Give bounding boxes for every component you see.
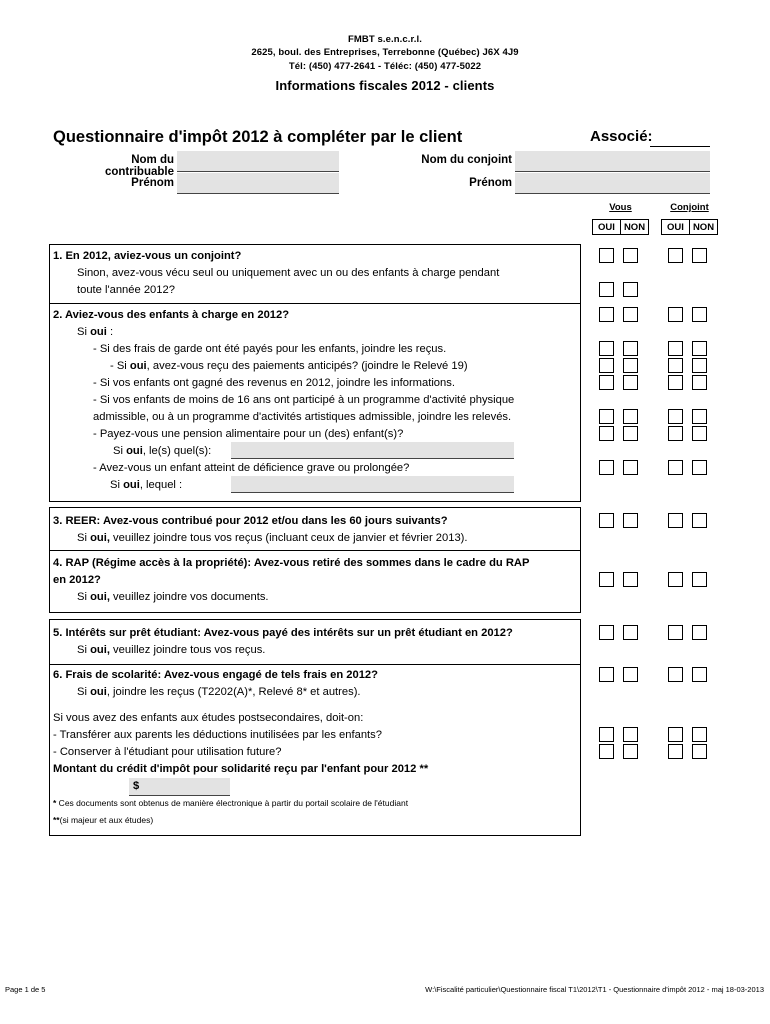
footnote-2: **(si majeur et aux études) [53,815,154,825]
taxpayer-first-name-label: Prénom [131,177,174,189]
file-path: W:\Fiscalité particulier\Questionnaire fiscal T1\2012\T1 - Questionnaire d'impôt 2012 - maj 18-03-2013 [425,985,764,994]
spouse-yes-checkbox[interactable] [668,248,683,263]
spouse-yes-checkbox[interactable] [668,667,683,682]
spouse-name-field[interactable] [515,151,710,172]
you-no-checkbox[interactable] [623,307,638,322]
you-no-checkbox[interactable] [623,667,638,682]
solidarity-credit-field[interactable] [129,778,230,796]
q3-title: 3. REER: Avez-vous contribué pour 2012 et/ou dans les 60 jours suivants? [53,515,448,527]
spouse-no-checkbox[interactable] [692,667,707,682]
q6-solidarity-credit-label: Montant du crédit d'impôt pour solidarité reçu par l'enfant pour 2012 ** [53,763,429,775]
q2-line-a: - Si des frais de garde ont été payés pour les enfants, joindre les reçus. [93,343,447,355]
q4-title-1: 4. RAP (Régime accès à la propriété): Avez-vous retiré des sommes dans le cadre du RAP [53,557,530,569]
company-phone: Tél: (450) 477-2641 - Téléc: (450) 477-5022 [288,61,482,72]
spouse-no-checkbox[interactable] [692,727,707,742]
you-yes-checkbox[interactable] [599,282,614,297]
spouse-column-header: Conjoint [670,202,709,213]
q2-line-c: - Si vos enfants ont gagné des revenus en 2012, joindre les informations. [93,377,455,389]
document-title: Informations fiscales 2012 - clients [275,78,495,93]
footnote-1: * Ces documents sont obtenus de manière électronique à partir du portail scolaire de l'étudiant [53,798,409,808]
q6-title: 6. Frais de scolarité: Avez-vous engagé de tels frais en 2012? [53,669,378,681]
spouse-no-checkbox[interactable] [692,358,707,373]
spouse-first-name-label: Prénom [469,177,512,189]
you-yes-checkbox[interactable] [599,513,614,528]
you-yes-checkbox[interactable] [599,572,614,587]
separator [49,303,581,304]
q2-line-e-sub: Si oui, le(s) quel(s): [113,445,212,457]
you-no-checkbox[interactable] [623,248,638,263]
you-no-checkbox[interactable] [623,744,638,759]
spouse-no-label: NON [689,220,717,234]
spouse-no-checkbox[interactable] [692,341,707,356]
q4-title-2: en 2012? [53,574,101,586]
q2-title: 2. Aviez-vous des enfants à charge en 2012? [53,309,290,321]
taxpayer-name-label: Nom du contribuable [104,154,174,178]
separator [49,550,581,551]
children-support-field[interactable] [231,442,514,459]
you-yes-label: OUI [598,222,615,233]
spouse-no-checkbox[interactable] [692,409,707,424]
separator [49,664,581,665]
you-no-checkbox[interactable] [623,460,638,475]
q5-title: 5. Intérêts sur prêt étudiant: Avez-vous payé des intérêts sur un prêt étudiant en 2012? [53,627,513,639]
spouse-name-label: Nom du conjoint [421,154,512,166]
you-yes-checkbox[interactable] [599,426,614,441]
spouse-yes-checkbox[interactable] [668,727,683,742]
spouse-yes-label: OUI [667,222,684,233]
spouse-yes-checkbox[interactable] [668,513,683,528]
you-yes-checkbox[interactable] [599,248,614,263]
q4-line3: Si oui, veuillez joindre vos documents. [77,591,269,603]
you-no-checkbox[interactable] [623,625,638,640]
you-no-checkbox[interactable] [623,282,638,297]
spouse-yes-checkbox[interactable] [668,625,683,640]
you-yes-checkbox[interactable] [599,667,614,682]
spouse-no-checkbox[interactable] [692,625,707,640]
spouse-no-checkbox[interactable] [692,307,707,322]
you-yes-checkbox[interactable] [599,460,614,475]
spouse-no-checkbox[interactable] [692,572,707,587]
you-no-checkbox[interactable] [623,375,638,390]
q2-si-oui: Si oui : [77,326,114,338]
q6-postsecondary-intro: Si vous avez des enfants aux études postsecondaires, doit-on: [53,712,364,724]
you-yes-checkbox[interactable] [599,744,614,759]
company-name: FMBT s.e.n.c.r.l. [347,34,423,45]
q6-keep-option: - Conserver à l'étudiant pour utilisation future? [53,746,282,758]
taxpayer-first-name-field[interactable] [177,173,339,194]
you-column-header: Vous [609,202,632,213]
q1-line2: Sinon, avez-vous vécu seul ou uniquement avec un ou des enfants à charge pendant [77,267,500,279]
spouse-yes-checkbox[interactable] [668,409,683,424]
you-yes-checkbox[interactable] [599,409,614,424]
you-yes-no-header [592,219,649,235]
you-yes-checkbox[interactable] [599,727,614,742]
q2-line-f: - Avez-vous un enfant atteint de déficience grave ou prolongée? [93,462,410,474]
q6-transfer-option: - Transférer aux parents les déductions inutilisées par les enfants? [53,729,382,741]
form-title: Questionnaire d'impôt 2012 à compléter par le client [53,128,463,146]
q2-line-e: - Payez-vous une pension alimentaire pour un (des) enfant(s)? [93,428,404,440]
you-no-checkbox[interactable] [623,341,638,356]
spouse-first-name-field[interactable] [515,173,710,194]
spouse-yes-checkbox[interactable] [668,307,683,322]
q2-line-d2: admissible, ou à un programme d'activités artistiques admissible, joindre les relevés. [93,411,512,423]
q1-line3: toute l'année 2012? [77,284,175,296]
associate-label: Associé: [590,128,653,145]
q3-line2: Si oui, veuillez joindre tous vos reçus (incluant ceux de janvier et février 2013). [77,532,468,544]
q2-line-f-sub: Si oui, lequel : [110,479,183,491]
spouse-yes-checkbox[interactable] [668,358,683,373]
spouse-no-checkbox[interactable] [692,426,707,441]
spouse-no-checkbox[interactable] [692,513,707,528]
you-no-checkbox[interactable] [623,572,638,587]
q6-line2: Si oui, joindre les reçus (T2202(A)*, Relevé 8* et autres). [77,686,361,698]
taxpayer-name-field[interactable] [177,151,339,172]
you-no-checkbox[interactable] [623,358,638,373]
page-number: Page 1 de 5 [5,985,46,994]
spouse-yes-no-header [661,219,718,235]
spouse-no-checkbox[interactable] [692,460,707,475]
company-address: 2625, boul. des Entreprises, Terrebonne (Québec) J6X 4J9 [251,47,519,58]
spouse-yes-checkbox[interactable] [668,572,683,587]
spouse-yes-checkbox[interactable] [668,341,683,356]
associate-line[interactable] [650,146,710,147]
q2-line-d1: - Si vos enfants de moins de 16 ans ont participé à un programme d'activité physique [93,394,515,406]
you-yes-checkbox[interactable] [599,358,614,373]
q2-line-b: - Si oui, avez-vous reçu des paiements anticipés? (joindre le Relevé 19) [110,360,468,372]
you-yes-checkbox[interactable] [599,625,614,640]
spouse-yes-checkbox[interactable] [668,426,683,441]
dollar-sign: $ [133,780,140,792]
you-no-checkbox[interactable] [623,513,638,528]
you-no-label: NON [620,220,648,234]
spouse-no-checkbox[interactable] [692,375,707,390]
spouse-yes-checkbox[interactable] [668,375,683,390]
spouse-no-checkbox[interactable] [692,248,707,263]
q5-line2: Si oui, veuillez joindre tous vos reçus. [77,644,266,656]
you-no-checkbox[interactable] [623,727,638,742]
you-yes-checkbox[interactable] [599,341,614,356]
you-yes-checkbox[interactable] [599,375,614,390]
disability-child-field[interactable] [231,476,514,493]
spouse-yes-checkbox[interactable] [668,744,683,759]
you-no-checkbox[interactable] [623,409,638,424]
spouse-no-checkbox[interactable] [692,744,707,759]
you-yes-checkbox[interactable] [599,307,614,322]
q1-title: 1. En 2012, aviez-vous un conjoint? [53,250,242,262]
you-no-checkbox[interactable] [623,426,638,441]
spouse-yes-checkbox[interactable] [668,460,683,475]
